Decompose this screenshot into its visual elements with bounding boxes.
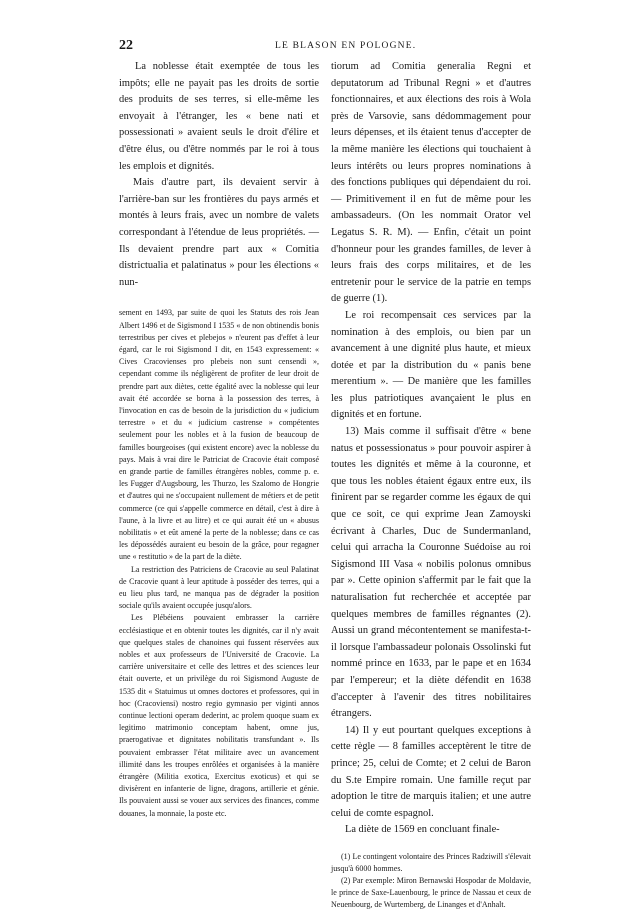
- footnotes: [331, 851, 531, 911]
- left-note-paragraph-2: La restriction des Patriciens de Cracovie au seul Palatinat de Cracovie quant à leur aptitude à posséder des terres, qui a eu lieu plus tard, ne manqua pas de dégrader la position sociale qu'ils avaient occupée jusqu'alors.: [119, 564, 319, 611]
- running-title: LE BLASON EN POLOGNE.: [275, 41, 417, 51]
- right-column: [331, 59, 531, 911]
- left-main-paragraph-2: Mais d'autre part, ils devaient servir à l'arrière-ban sur les frontières du pays armés et montés à leurs frais, avec un nombre de valets correspondant à l'étendue de leus propriétés. — Ils devaient prendre part aux « Comitia districtualia et palatinatus » pour les élections « nun-: [119, 177, 319, 288]
- footnote-1: (1) Le contingent volontaire des Princes Radziwill s'élevait jusqu'à 6000 hommes.: [331, 851, 531, 873]
- left-note-paragraph-1: sement en 1493, par suite de quoi les Statuts des rois Jean Albert 1496 et de Sigismond I 1535 « de non obtinendis bonis terrestribus per cives et plebejos » n'eurent pas d'effet à leur égard, car le roi Sigismond I dit, en 1543 expressement: « Cives Cracovienses pro plebeis non sunt censendi », cependant comme ils négligèrent de profiter de leur droit de prendre part aux diètes, cette égalité avec la noblesse qui leur avait été accordée se borna à la possession des terres, à l'invocation en cas de besoin de la jurisdiction du « judicium terrestre » et du « judicium castrense » compétentes seulement pour les nobles et à la fusion de beaucoup de familles bourgeoises (qui existent encore) avec la noblesse du pays. Mais à vrai dire le Patriciat de Cracovie était composé en grande partie de familles étrangères nobles, comme p. e. les Fugger d'Augsbourg, les Thurzo, les Szalomo de Hongrie et d'autres qui ne s'occupaient nullement de métiers et de petit commerce (ce qui s'appelle commerce en détail, c'est à dire à l'aune, à la livre et au litre) et ce qui aurait été un « abusus nobilitatis » et eût amené la perte de la noblesse; dans ce cas les dépossédés auraient eu besoin de la grâce, pour regagner une « restitutio » de la part de la diète.: [119, 308, 319, 562]
- right-paragraph-1: tiorum ad Comitia generalia Regni et deputatorum ad Tribunal Regni » et d'autres fonctionnaires, et aux élections des rois à Wola près de Varsovie, sans dédommagement pour leurs dépenses, et ils étaient tenus d'accepter de la même manière les élections qui touchaient à leurs intérêts ou leurs propres nominations à des fonctions publiques qui dépendaient du roi. — Primitivement il en fut de même pour les ambassadeurs. (On les nommait Orator vel Legatus S. R. M). — Enfin, c'était un point d'honneur pour les grandes familles, de lever à leurs frais des corps militaires, et de les entretenir pour le service de la patrie en temps de guerre (1).: [331, 61, 531, 305]
- right-paragraph-4: 14) Il y eut pourtant quelques exceptions à cette règle — 8 familles acceptèrent le titre de prince; 25, celui de Comte; et 2 celui de Baron du S.te Empire romain. Une famille reçut par adoption le titre de marquis italien; et une autre celui de comte espagnol.: [331, 724, 531, 819]
- left-notes-block: [119, 307, 319, 820]
- left-column: [119, 59, 319, 820]
- left-main-paragraph-1: La noblesse était exemptée de tous les impôts; elle ne payait pas les droits de sortie des produits de ses terres, si elle-même les envoyait à l'étranger, les « bene nati et possessionati » avaient seuls le droit d'élire et d'être élus, ou d'être nommés par le roi à tous les emplois et dignités.: [119, 61, 319, 172]
- page-number: 22: [119, 38, 133, 53]
- left-note-paragraph-3: Les Plébéiens pouvaient embrasser la carrière ecclésiastique et en obtenir toutes les dignités, car il n'y avait que quelques stales de chanoines qui fussent réservées aux nobles et aux professeurs de l'Université de Cracovie. La carrière universitaire et celle des lettres et des sciences leur était ouverte, et un privilège du roi Sigismond Auguste de 1535 dit « Statuimus ut omnes doctores et professores, qui in hoc (Cracoviensi) nostro regio gymnasio per viginti annos continue lectioni operam dederint, ac prolem quoque suam ex legitimo matrimonio conceptam habent, omne jus, praerogativae et dignitates nobilitatis transfundant ». Ils pouvaient embrasser l'état militaire avec un avancement illimité dans les troupes enrôlées et organisées à la manière étrangère (Militia exotica, Exercitus exoticus) et qui se divisèrent en infanterie de ligne, dragons, artillerie et génie. Ils pouvaient aussi se vouer aux services des finances, comme douanes, la monnaie, la poste etc.: [119, 613, 319, 818]
- footnote-2: (2) Par exemple: Miron Bernawski Hospodar de Moldavie, le prince de Saxe-Lauenbourg, le prince de Nassau et ceux de Neuenbourg, de Wurtemberg, de Linanges et d'Anhalt.: [331, 875, 531, 909]
- right-paragraph-5: La diète de 1569 en concluant finale-: [345, 824, 500, 836]
- page-header: [119, 38, 531, 54]
- right-paragraph-3: 13) Mais comme il suffisait d'être « bene natus et possessionatus » pour pouvoir aspirer à toutes les dignités et même à la couronne, et que tous les nobles étaient égaux entre eux, ils finirent par se regarder comme les égaux de qui que ce soit, ce qui exprime Jean Zamoyski écrivant à Charles, Duc de Sundermanland, celui qui arracha la Couronne Suédoise au roi Sigismond III Vasa « nobilis polonus omnibus par ». Cette opinion s'affermit par le fait que la naturalisation fut recherchée et acceptée par quelques membres de familles régnantes (2). Aussi un grand mécontentement se manifesta-t-il lorsque l'ambassadeur polonais Ossolinski fut nommé prince en 1633, par le pape et en 1634 par l'empereur; et la diète défendit en 1638 d'accepter à l'avenir des titres nobilitaires étrangers.: [331, 426, 531, 720]
- right-paragraph-2: Le roi recompensait ces services par la nomination à des emplois, ou bien par un avancement à une dignité plus haute, et mieux dotée et par la distribution du « panis bene merentium ». — De manière que les familles les plus patriotiques avançaient le plus en dignités et en fortune.: [331, 309, 531, 421]
